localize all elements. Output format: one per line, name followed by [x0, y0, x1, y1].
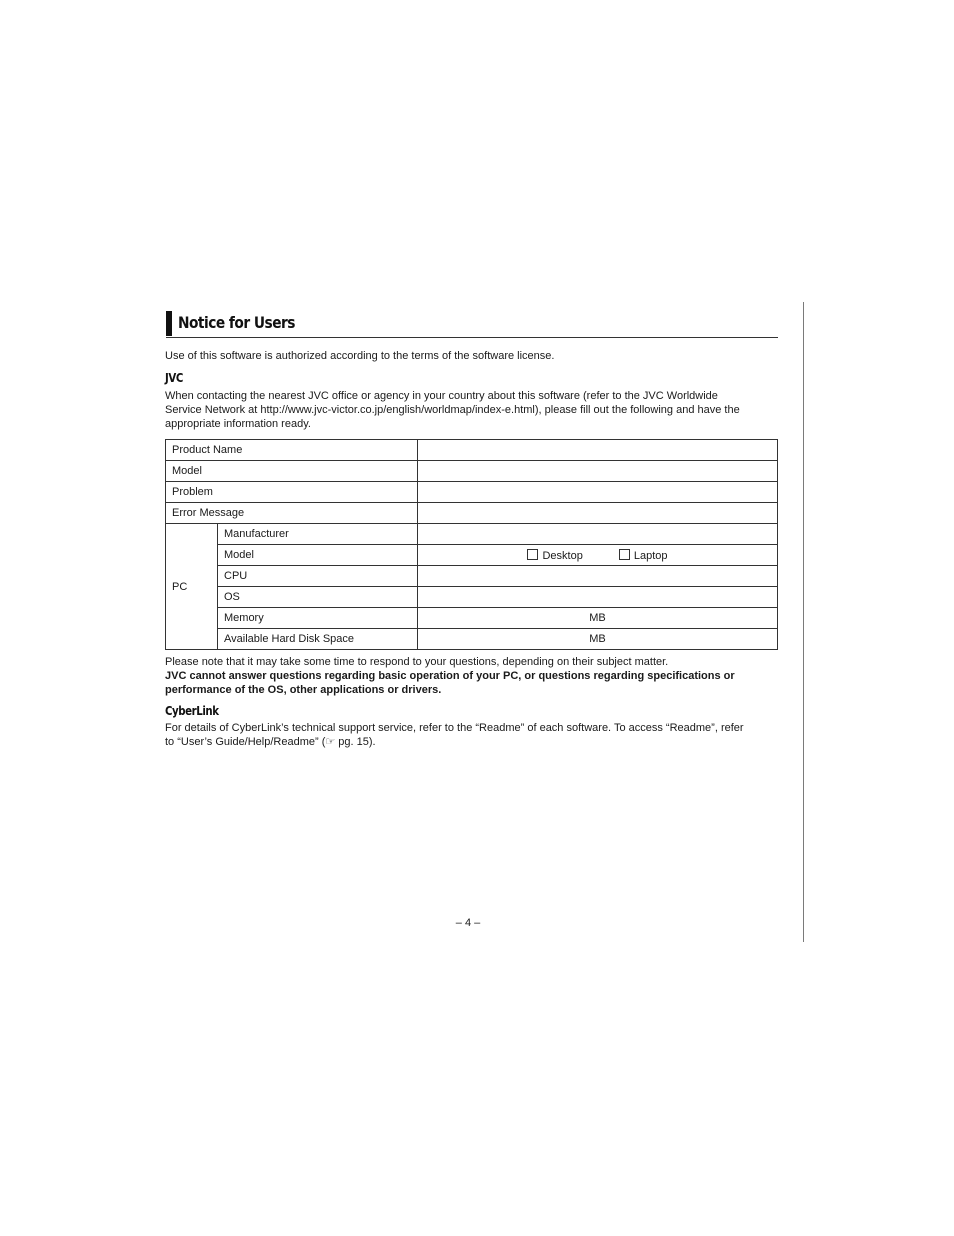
- form-row-pc-memory: [166, 608, 778, 629]
- form-row-problem: [166, 482, 778, 503]
- unit-label: MB: [589, 612, 606, 624]
- form-label-pc: PC: [166, 524, 218, 650]
- jvc-contact-line: Service Network at http://www.jvc-victor.co.jp/english/worldmap/index-e.html), please fill out the following and have the: [165, 404, 740, 416]
- form-label: Product Name: [166, 440, 418, 461]
- form-row-pc-model: [166, 545, 778, 566]
- laptop-label: Laptop: [633, 549, 668, 562]
- heading-marker-bar: [166, 311, 172, 336]
- laptop-option[interactable]: [619, 549, 668, 562]
- page-number: – 4 –: [455, 917, 481, 929]
- form-label: Manufacturer: [218, 524, 418, 545]
- form-row-product-name: [166, 440, 778, 461]
- form-label: Problem: [166, 482, 418, 503]
- support-warning-line: JVC cannot answer questions regarding basic operation of your PC, or questions regarding specifications or: [165, 670, 735, 682]
- form-field-error-message[interactable]: [418, 503, 778, 524]
- form-label: Model: [166, 461, 418, 482]
- form-field-os[interactable]: [418, 587, 778, 608]
- form-field-memory[interactable]: [418, 608, 778, 629]
- cyberlink-heading: CyberLink: [165, 704, 219, 718]
- form-row-pc-cpu: [166, 566, 778, 587]
- form-row-pc-os: [166, 587, 778, 608]
- cyberlink-line: For details of CyberLink’s technical support service, refer to the “Readme” of each software. To access “Readme”, refer: [165, 722, 744, 734]
- form-field-pc-type: [418, 545, 778, 566]
- jvc-contact-text: [165, 389, 740, 431]
- form-row-error-message: [166, 503, 778, 524]
- form-label: Available Hard Disk Space: [218, 629, 418, 650]
- jvc-contact-line: When contacting the nearest JVC office or agency in your country about this software (refer to the JVC Worldwide: [165, 390, 718, 402]
- unit-label: MB: [589, 633, 606, 645]
- form-label: CPU: [218, 566, 418, 587]
- jvc-heading: JVC: [165, 371, 183, 385]
- response-note: [165, 655, 735, 697]
- support-info-form: [165, 439, 778, 650]
- page-edge-rule: [803, 302, 804, 942]
- support-warning-line: performance of the OS, other applications or drivers.: [165, 684, 442, 696]
- form-row-pc-manufacturer: [166, 524, 778, 545]
- form-field-product-name[interactable]: [418, 440, 778, 461]
- form-field-problem[interactable]: [418, 482, 778, 503]
- laptop-checkbox[interactable]: [619, 549, 630, 560]
- page-title: Notice for Users: [178, 313, 295, 332]
- form-label: OS: [218, 587, 418, 608]
- form-row-pc-disk: [166, 629, 778, 650]
- cyberlink-line: to “User’s Guide/Help/Readme” (☞ pg. 15).: [165, 736, 376, 748]
- jvc-contact-line: appropriate information ready.: [165, 418, 311, 430]
- license-intro: Use of this software is authorized according to the terms of the software license.: [165, 350, 555, 362]
- form-field-manufacturer[interactable]: [418, 524, 778, 545]
- form-row-model: [166, 461, 778, 482]
- form-label: Model: [218, 545, 418, 566]
- section-heading: [166, 311, 778, 338]
- desktop-option[interactable]: [527, 549, 582, 562]
- form-label: Error Message: [166, 503, 418, 524]
- form-field-cpu[interactable]: [418, 566, 778, 587]
- cyberlink-text: [165, 721, 744, 749]
- form-field-model[interactable]: [418, 461, 778, 482]
- form-label: Memory: [218, 608, 418, 629]
- desktop-checkbox[interactable]: [527, 549, 538, 560]
- response-note-line: Please note that it may take some time to respond to your questions, depending on their subject matter.: [165, 656, 669, 668]
- form-field-disk-space[interactable]: [418, 629, 778, 650]
- desktop-label: Desktop: [542, 549, 583, 562]
